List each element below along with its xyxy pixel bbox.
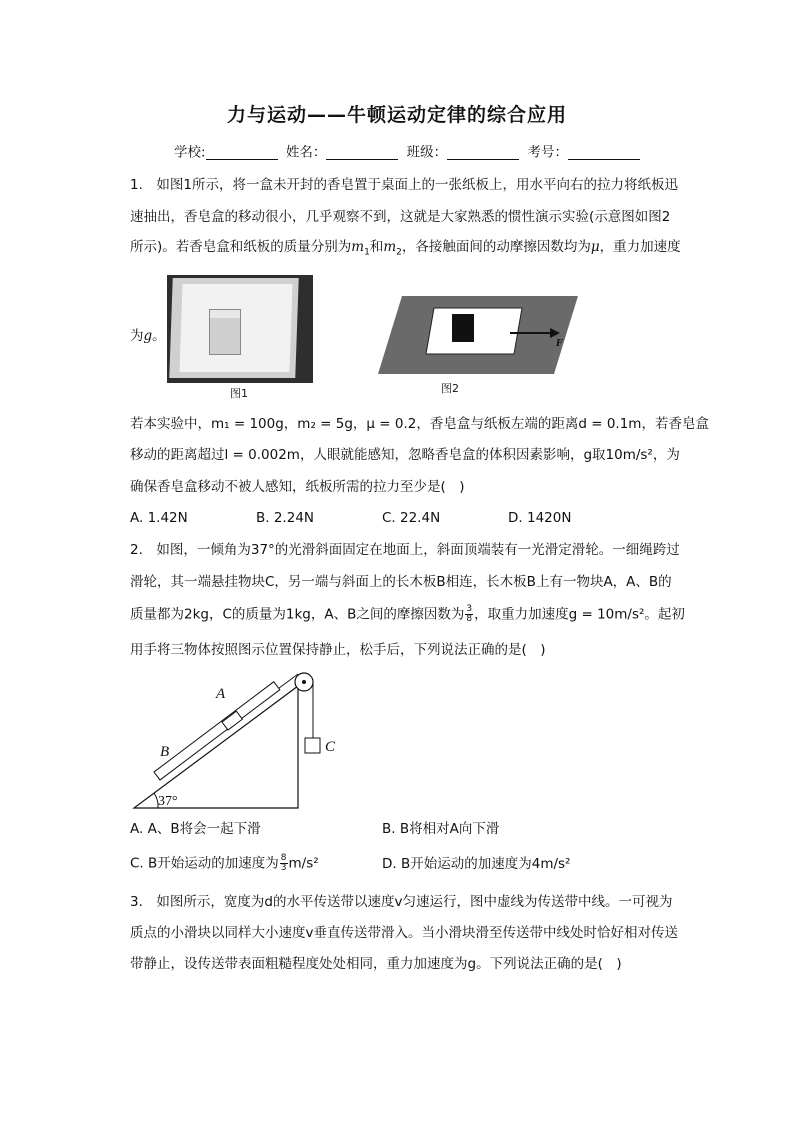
q1-line-2: 速抽出，香皂盒的移动很小，几乎观察不到，这就是大家熟悉的惯性演示实验(示意图如图2 [130,209,671,225]
figure-1-photo [167,275,313,383]
q2-line-2: 滑轮，其一端悬挂物块C，另一端与斜面上的长木板B相连，长木板B上有一物块A，A、B的 [130,574,672,590]
q1-line-4: 为g。 [130,328,166,344]
name-label: 姓名： [285,144,327,161]
q1-line-3: 所示)。若香皂盒和纸板的质量分别为$m_1$和$m_2$，各接触面间的动摩擦因数均为μ，重力加速度 [130,239,681,258]
q2-option-b[interactable]: B. B将相对A向下滑 [382,821,500,837]
label-a: A [216,686,226,702]
q3-line-1: 3. 如图所示，宽度为d的水平传送带以速度v匀速运行，图中虚线为传送带中线。一可视为 [130,894,673,910]
q2-line-3: 质量都为2kg，C的质量为1kg，A、B之间的摩擦因数为 $\frac{3}{8}$ ，取重力加速度g = 10m/s²。起初 [130,604,685,624]
class-label: 班级： [406,144,448,161]
incline-diagram [128,668,358,813]
q1-line-6: 移动的距离超过l = 0.002m，人眼就能感知，忽略香皂盒的体积因素影响，g取10m/s²，为 [130,447,680,463]
q1-line-5: 若本实验中，m₁ = 100g，m₂ = 5g，μ = 0.2，香皂盒与纸板左端的距离d = 0.1m，若香皂盒 [130,416,709,432]
q1-option-d[interactable]: D. 1420N [508,510,572,526]
q1-option-b[interactable]: B. 2.24N [256,510,315,526]
q2-line-4: 用手将三物体按照图示位置保持静止，松手后，下列说法正确的是( ) [130,642,546,658]
q3-line-3: 带静止，设传送带表面粗糙程度处处相同，重力加速度为g。下列说法正确的是( ) [130,956,622,972]
q2-option-c[interactable]: C. B开始运动的加速度为 $\frac{8}{3}$ m/s² [130,853,319,873]
label-b: B [160,744,170,760]
label-c: C [325,739,336,755]
q1-line-1: 1. 如图1所示，将一盒未开封的香皂置于桌面上的一张纸板上，用水平向右的拉力将纸板迅 [130,177,678,193]
q3-line-2: 质点的小滑块以同样大小速度v垂直传送带滑入。当小滑块滑至传送带中线处时恰好相对传送 [130,925,678,941]
q2-option-a[interactable]: A. A、B将会一起下滑 [130,821,261,837]
label-angle: 37° [158,794,178,809]
school-blank[interactable] [206,146,278,160]
soap-box [209,309,241,355]
block-c [305,738,320,753]
name-blank[interactable] [326,146,398,160]
q1-option-a[interactable]: A. 1.42N [130,510,188,526]
q2-line-1: 2. 如图，一倾角为37°的光滑斜面固定在地面上，斜面顶端装有一光滑定滑轮。一细绳跨过 [130,542,680,558]
figure-2-caption: 图2 [441,382,459,395]
page-title: 力与运动——牛顿运动定律的综合应用 [226,104,567,126]
incline [134,686,298,808]
exam-no-blank[interactable] [568,146,640,160]
q1-option-c[interactable]: C. 22.4N [382,510,441,526]
figure-1-caption: 图1 [230,387,248,400]
soap-box [452,314,474,342]
exam-no-label: 考号： [527,144,568,161]
class-blank[interactable] [447,146,519,160]
force-label: F [556,339,563,349]
school-label: 学校: [174,144,206,161]
student-info-row [174,146,644,160]
q1-line-7: 确保香皂盒移动不被人感知，纸板所需的拉力至少是( ) [130,479,465,495]
q2-option-d[interactable]: D. B开始运动的加速度为4m/s² [382,856,571,872]
figure-2-diagram [378,292,578,382]
